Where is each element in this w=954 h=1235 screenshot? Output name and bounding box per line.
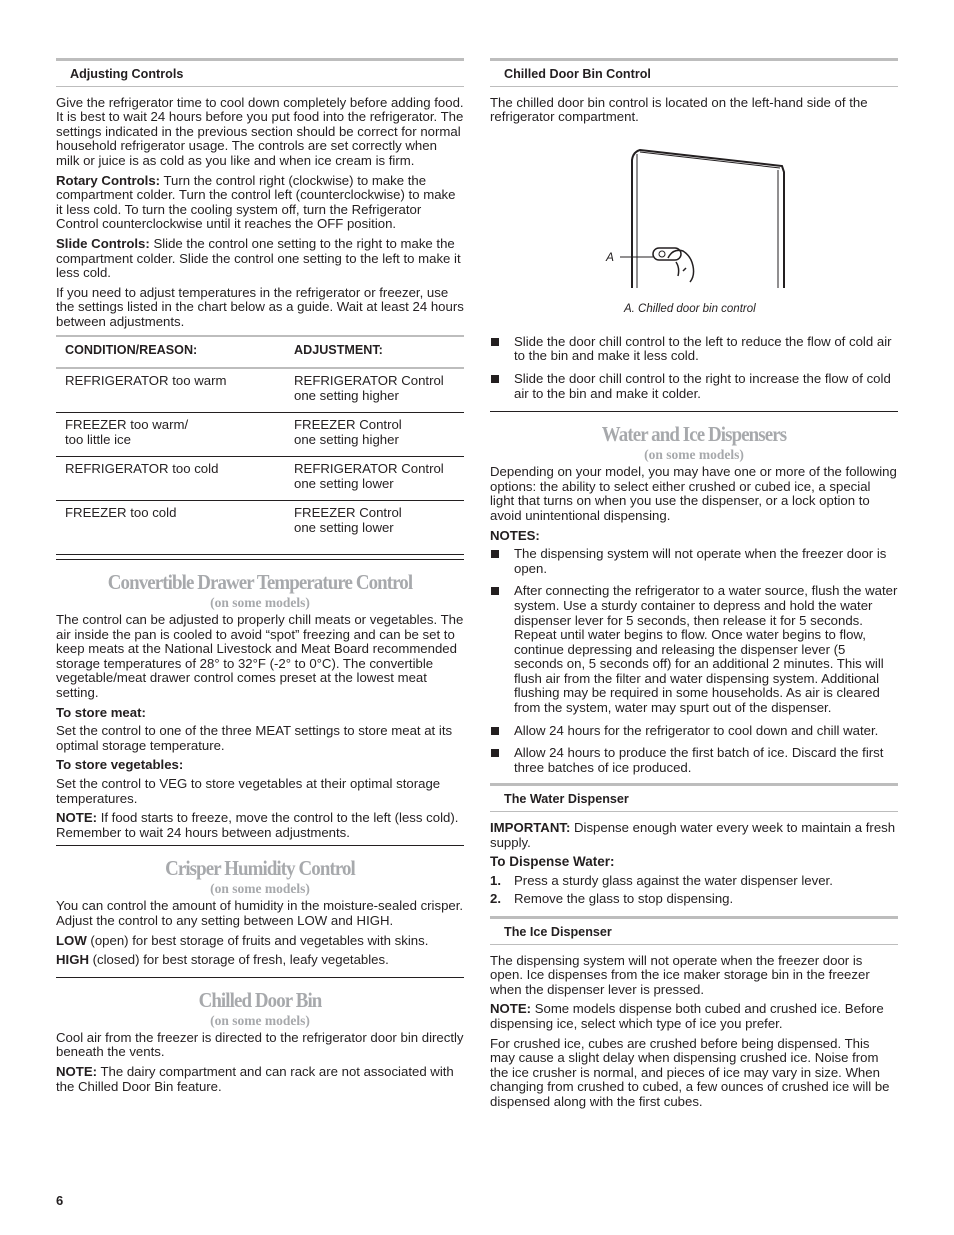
convertible-note xyxy=(56,811,464,840)
right-column xyxy=(490,58,898,1115)
rotary-label: Rotary Controls: xyxy=(56,172,161,188)
chilled-bin-control-intro: The chilled door bin control is located on the left-hand side of the refrigerator compartment. xyxy=(490,94,868,125)
condition-line: FREEZER too cold xyxy=(65,505,177,521)
list-item xyxy=(490,372,898,401)
list-item xyxy=(490,547,898,576)
adjustment-line: one setting lower xyxy=(294,519,394,535)
table-row xyxy=(56,413,464,457)
bullet-square-icon xyxy=(491,375,499,383)
water-ice-intro: Depending on your model, you may have one or more of the following options: the ability to select either crushed or cubed ice, a special light that turns on when you use the dispenser, or a lock option to avoid unintentional dispensing. xyxy=(490,464,897,523)
note-label: NOTE: xyxy=(56,810,98,826)
store-vegetables-label: To store vegetables: xyxy=(56,757,184,773)
bullet-square-icon xyxy=(491,550,499,558)
store-meat-label: To store meat: xyxy=(56,704,146,720)
list-item xyxy=(490,724,898,739)
step-number: 1. xyxy=(490,872,501,888)
adjusting-intro: Give the refrigerator time to cool down completely before adding food. It is best to wait 24 hours before you put food into the refrigerator. The settings indicated in the previous section should be correct for normal household refrigerator usage. The controls are set correctly when milk or juice is as cold as you like and when ice cream is firm. xyxy=(56,94,464,168)
low-text: (open) for best storage of fruits and vegetables with skins. xyxy=(86,932,429,948)
table-row xyxy=(56,368,464,413)
list-item-text: Allow 24 hours for the refrigerator to cool down and chill water. xyxy=(514,722,879,738)
crisper-section-header xyxy=(56,845,464,896)
list-item xyxy=(490,874,898,889)
chilled-bin-control-list xyxy=(490,335,898,401)
left-column xyxy=(56,58,464,1099)
adjustment-line: FREEZER Control xyxy=(294,505,402,521)
adjustment-line: REFRIGERATOR Control xyxy=(294,373,444,389)
adjustment-header: ADJUSTMENT: xyxy=(285,336,464,369)
bullet-square-icon xyxy=(491,727,499,735)
condition-line: REFRIGERATOR too cold xyxy=(65,461,219,477)
water-ice-section-header xyxy=(490,411,898,462)
condition-cell xyxy=(56,368,285,413)
water-dispenser-heading: The Water Dispenser xyxy=(490,783,898,812)
list-item-text: The dispensing system will not operate when the freezer door is open. xyxy=(514,546,887,576)
notes-label: NOTES: xyxy=(490,527,540,543)
adjustment-cell xyxy=(285,501,464,555)
bullet-square-icon xyxy=(491,749,499,757)
page-number: 6 xyxy=(56,1193,64,1208)
note-label: NOTE: xyxy=(56,1063,98,1079)
slide-text: Slide the control one setting to the right to make the compartment colder. Slide the control one setting to the left to make it less cold. xyxy=(56,235,461,281)
to-dispense-water-label: To Dispense Water: xyxy=(490,854,615,870)
list-item xyxy=(490,746,898,775)
slide-controls-paragraph xyxy=(56,237,464,281)
condition-line: REFRIGERATOR too warm xyxy=(65,373,227,389)
chilled-bin-subtitle: (on some models) xyxy=(210,1012,310,1028)
low-label: LOW xyxy=(56,932,87,948)
ice-dispenser-intro: The dispensing system will not operate when the freezer door is open. Ice dispenses from the ice maker storage bin in the freezer when the dispenser lever is pressed. xyxy=(490,952,870,997)
condition-cell xyxy=(56,457,285,501)
adjusting-controls-heading: Adjusting Controls xyxy=(56,58,464,87)
water-dispense-steps xyxy=(490,874,898,907)
water-ice-title: Water and Ice Dispensers xyxy=(601,422,787,447)
note-text: If food starts to freeze, move the control to the left (less cold). Remember to wait 24 hours between adjustments. xyxy=(56,810,459,840)
step-text: Press a sturdy glass against the water dispenser lever. xyxy=(514,872,833,888)
condition-line: too little ice xyxy=(65,431,131,447)
rotary-text: Turn the control right (clockwise) to make the compartment colder. Turn the control left (counterclockwise) to make it less cold. To turn the cooling system off, turn the Refrigerator Control counterclockwise until it reaches the OFF position. xyxy=(56,172,456,232)
list-item xyxy=(490,335,898,364)
condition-cell xyxy=(56,501,285,555)
figure-caption: A. Chilled door bin control xyxy=(624,302,756,315)
condition-line: FREEZER too warm/ xyxy=(65,417,189,433)
chilled-door-bin-control-illustration xyxy=(653,248,694,282)
chilled-bin-title: Chilled Door Bin xyxy=(198,987,322,1012)
adjustment-cell xyxy=(285,457,464,501)
important-label: IMPORTANT: xyxy=(490,820,571,836)
adjust-guide-paragraph: If you need to adjust temperatures in the refrigerator or freezer, use the settings listed in the chart below as a guide. Wait at least 24 hours between adjustments. xyxy=(56,284,464,329)
slide-label: Slide Controls: xyxy=(56,235,150,251)
note-text: The dairy compartment and can rack are not associated with the Chilled Door Bin feature. xyxy=(56,1063,454,1094)
chilled-bin-control-figure xyxy=(490,130,898,335)
convertible-title: Convertible Drawer Temperature Control xyxy=(107,570,413,595)
figure-callout-label: A xyxy=(606,249,615,264)
chilled-bin-intro: Cool air from the freezer is directed to the refrigerator door bin directly beneath the vents. xyxy=(56,1029,464,1060)
ice-dispenser-note xyxy=(490,1002,898,1031)
adjustment-line: one setting higher xyxy=(294,431,399,447)
store-vegetables-text: Set the control to VEG to store vegetables at their optimal storage temperatures. xyxy=(56,776,441,806)
list-item xyxy=(490,892,898,907)
water-dispenser-important xyxy=(490,821,898,850)
rotary-controls-paragraph xyxy=(56,174,464,232)
adjustment-cell xyxy=(285,413,464,457)
crisper-intro: You can control the amount of humidity in the moisture-sealed crisper. Adjust the control to any setting between LOW and HIGH. xyxy=(56,898,464,928)
adjustment-line: one setting higher xyxy=(294,387,399,403)
crisper-low xyxy=(56,934,464,949)
adjustment-table xyxy=(56,335,464,556)
list-item-text: After connecting the refrigerator to a water source, flush the water system. Use a sturdy container to depress and hold the water dispenser lever for 5 seconds, then release it for 5 seconds. Repeat until water begins to flow. Once water begins to flow, continue depressing and releasing the dispenser lever (5 seconds on, 5 seconds off) for an additional 2 minutes. This will flush air from the filter and water dispensing system. Additional flushing may be required in some households. As air is cleared from the system, water may spurt out of the dispenser. xyxy=(514,583,898,716)
chilled-bin-section-header xyxy=(56,977,464,1028)
high-text: (closed) for best storage of fresh, leafy vegetables. xyxy=(88,952,389,968)
adjustment-cell xyxy=(285,368,464,413)
chilled-bin-note xyxy=(56,1065,464,1094)
adjustment-line: REFRIGERATOR Control xyxy=(294,461,444,477)
condition-cell xyxy=(56,413,285,457)
crisper-high xyxy=(56,953,464,968)
table-row xyxy=(56,457,464,501)
bullet-square-icon xyxy=(491,587,499,595)
table-header-row xyxy=(56,336,464,369)
bullet-square-icon xyxy=(491,338,499,346)
step-number: 2. xyxy=(490,891,501,907)
list-item xyxy=(490,584,898,715)
step-text: Remove the glass to stop dispensing. xyxy=(514,891,734,907)
crisper-title: Crisper Humidity Control xyxy=(165,856,355,881)
table-row xyxy=(56,501,464,555)
note-text: Some models dispense both cubed and crushed ice. Before dispensing ice, select which type of ice you prefer. xyxy=(490,1001,884,1031)
list-item-text: Allow 24 hours to produce the first batch of ice. Discard the first three batches of ice produced. xyxy=(514,745,884,775)
important-text: Dispense enough water every week to maintain a fresh supply. xyxy=(490,820,896,850)
store-meat-text: Set the control to one of the three MEAT settings to store meat at its optimal storage temperature. xyxy=(56,723,453,753)
list-item-text: Slide the door chill control to the left to reduce the flow of cold air to the bin and make it less cold. xyxy=(514,333,892,364)
note-label: NOTE: xyxy=(490,1001,532,1017)
ice-dispenser-heading: The Ice Dispenser xyxy=(490,916,898,945)
crisper-subtitle: (on some models) xyxy=(210,881,310,897)
water-ice-notes-list xyxy=(490,547,898,775)
chilled-bin-control-heading: Chilled Door Bin Control xyxy=(490,58,898,87)
condition-header: CONDITION/REASON: xyxy=(56,336,285,369)
adjustment-line: FREEZER Control xyxy=(294,417,402,433)
high-label: HIGH xyxy=(56,952,89,968)
convertible-intro: The control can be adjusted to properly chill meats or vegetables. The air inside the pan is cooled to avoid “spot” freezing and can be set to keep meats at the National Livestock and Meat Board recommended storage temperatures of 28° to 32°F (-2° to 0°C). The convertible vegetable/meat drawer control comes preset at the lowest meat setting. xyxy=(56,612,464,701)
list-item-text: Slide the door chill control to the right to increase the flow of cold air to the bin and make it colder. xyxy=(514,370,891,401)
convertible-section-header xyxy=(56,559,464,610)
ice-dispenser-crushed: For crushed ice, cubes are crushed before being dispensed. This may cause a slight delay when dispensing crushed ice. Noise from the ice crusher is normal, and pieces of ice may vary in size. When changing from crushed to cubed, a few ounces of crushed ice will be dispensed along with the first cubes. xyxy=(490,1035,890,1109)
adjustment-line: one setting lower xyxy=(294,475,394,491)
convertible-subtitle: (on some models) xyxy=(210,595,310,611)
water-ice-subtitle: (on some models) xyxy=(644,447,744,463)
